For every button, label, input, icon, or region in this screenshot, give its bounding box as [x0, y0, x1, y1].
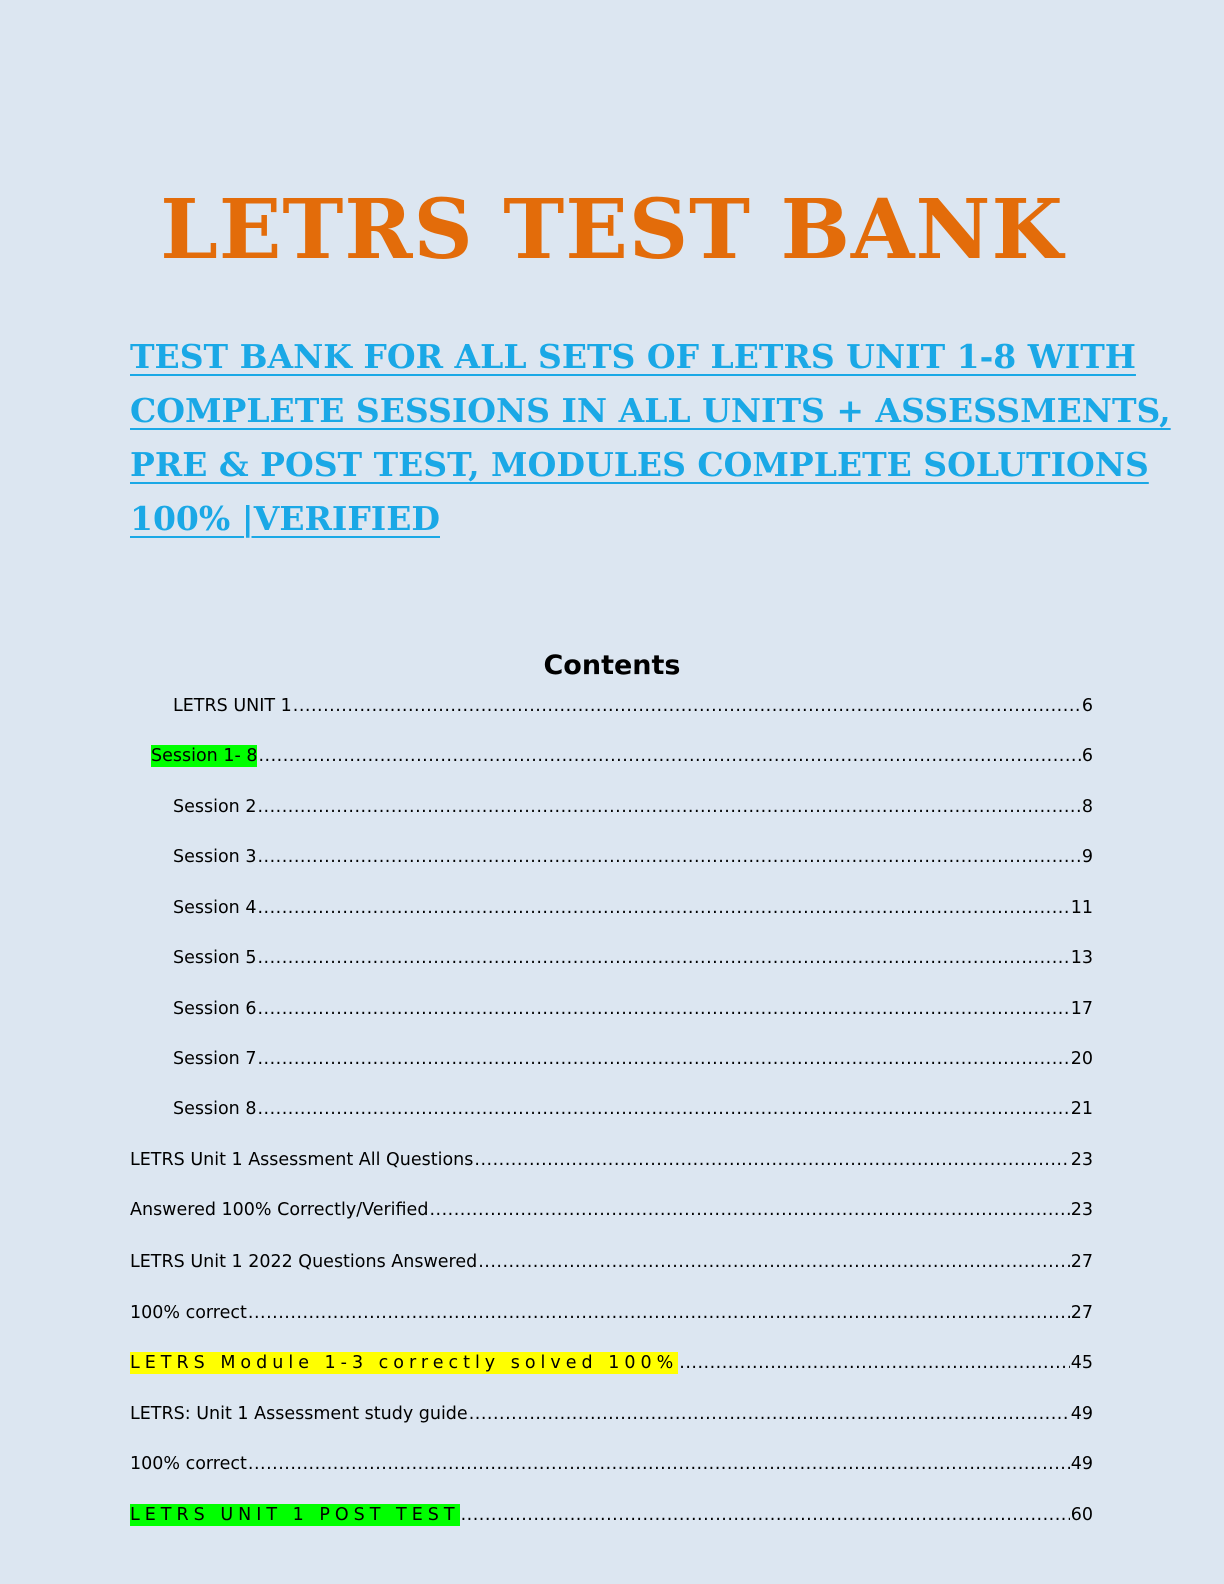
toc-leader-dots [257, 947, 1069, 969]
toc-page-number: 49 [1070, 1454, 1093, 1474]
toc-entry-100-correct-a[interactable] [130, 1302, 1093, 1324]
toc-leader-dots [257, 998, 1069, 1020]
toc-entry-label: Session 6 [173, 999, 257, 1019]
toc-entry-session-6[interactable] [173, 998, 1093, 1020]
toc-entry-label: Session 4 [173, 898, 257, 918]
toc-page-number: 11 [1070, 898, 1093, 918]
toc-entry-label: LETRS Module 1-3 correctly solved 100% [130, 1353, 679, 1373]
document-title: LETRS TEST BANK [160, 182, 1064, 278]
toc-entry-label: Session 5 [173, 948, 257, 968]
toc-leader-dots [248, 1453, 1070, 1475]
toc-entry-letrs-unit-1[interactable] [173, 695, 1093, 717]
toc-entry-label: Session 3 [173, 847, 257, 867]
toc-leader-dots [461, 1504, 1070, 1526]
toc-entry-label: Session 8 [173, 1099, 257, 1119]
toc-entry-label: Session 2 [173, 797, 257, 817]
toc-page-number: 20 [1070, 1049, 1093, 1069]
toc-page-number: 49 [1070, 1404, 1093, 1424]
toc-leader-dots [293, 695, 1081, 717]
toc-entry-study-guide[interactable] [130, 1403, 1093, 1425]
toc-leader-dots [257, 1048, 1069, 1070]
toc-entry-100-correct-b[interactable] [130, 1453, 1093, 1475]
toc-leader-dots [429, 1199, 1069, 1221]
toc-page-number: 17 [1070, 999, 1093, 1019]
toc-page-number: 13 [1070, 948, 1093, 968]
toc-leader-dots [257, 796, 1080, 818]
toc-entry-label: 100% correct [130, 1303, 247, 1323]
subtitle-line-2: COMPLETE SESSIONS IN ALL UNITS + ASSESSMENTS, [130, 391, 1171, 430]
toc-page-number: 27 [1070, 1303, 1093, 1323]
toc-entry-session-3[interactable] [173, 846, 1093, 868]
toc-page-number: 23 [1070, 1200, 1093, 1220]
toc-entry-label: LETRS UNIT 1 [173, 696, 292, 716]
toc-entry-session-5[interactable] [173, 947, 1093, 969]
toc-leader-dots [257, 897, 1069, 919]
toc-entry-session-4[interactable] [173, 897, 1093, 919]
toc-entry-unit-1-2022[interactable] [130, 1251, 1093, 1273]
toc-entry-label: Answered 100% Correctly/Verified [130, 1200, 429, 1220]
toc-entry-post-test[interactable] [130, 1504, 1093, 1526]
toc-entry-label: LETRS: Unit 1 Assessment study guide [130, 1404, 468, 1424]
toc-entry-label: Session 1- 8 [151, 746, 258, 766]
subtitle-line-3: PRE & POST TEST, MODULES COMPLETE SOLUTIONS [130, 445, 1149, 484]
toc-leader-dots [258, 745, 1080, 767]
toc-leader-dots [478, 1251, 1070, 1273]
toc-entry-label: 100% correct [130, 1454, 247, 1474]
toc-page-number: 9 [1081, 847, 1093, 867]
toc-page-number: 45 [1070, 1353, 1093, 1373]
toc-leader-dots [257, 846, 1080, 868]
toc-entry-unit-1-assessment[interactable] [130, 1149, 1093, 1171]
toc-entry-module-1-3[interactable] [130, 1352, 1093, 1374]
toc-page-number: 6 [1081, 696, 1093, 716]
toc-entry-session-2[interactable] [173, 796, 1093, 818]
toc-entry-label: LETRS Unit 1 Assessment All Questions [130, 1150, 474, 1170]
toc-page-number: 6 [1081, 746, 1093, 766]
subtitle-line-1: TEST BANK FOR ALL SETS OF LETRS UNIT 1-8 WITH [130, 337, 1136, 376]
toc-leader-dots [474, 1149, 1069, 1171]
toc-entry-session-7[interactable] [173, 1048, 1093, 1070]
toc-entry-label: LETRS UNIT 1 POST TEST [130, 1505, 460, 1525]
toc-page-number: 60 [1070, 1505, 1093, 1525]
toc-page-number: 8 [1081, 797, 1093, 817]
toc-entry-session-8[interactable] [173, 1098, 1093, 1120]
toc-page-number: 21 [1070, 1099, 1093, 1119]
toc-entry-label: LETRS Unit 1 2022 Questions Answered [130, 1252, 478, 1272]
toc-entry-label: Session 7 [173, 1049, 257, 1069]
toc-page-number: 27 [1070, 1252, 1093, 1272]
toc-page-number: 23 [1070, 1150, 1093, 1170]
toc-leader-dots [469, 1403, 1070, 1425]
subtitle-line-4: 100% |VERIFIED [130, 499, 440, 538]
contents-heading: Contents [543, 650, 681, 681]
toc-leader-dots [257, 1098, 1069, 1120]
document-subtitle-link[interactable] [130, 330, 1171, 546]
toc-leader-dots [248, 1302, 1070, 1324]
toc-entry-session-1-8[interactable] [151, 745, 1093, 767]
toc-entry-answered-verified[interactable] [130, 1199, 1093, 1221]
toc-leader-dots [679, 1352, 1069, 1374]
